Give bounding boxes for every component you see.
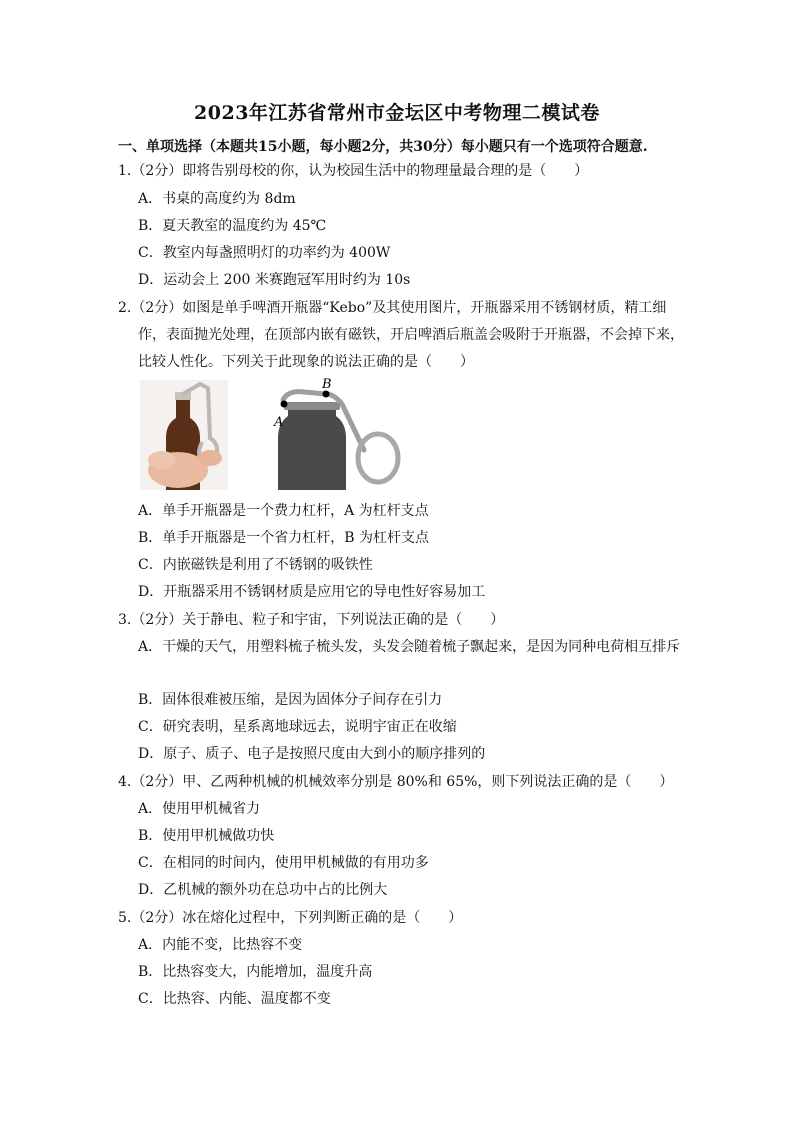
question-1-option-d: D．运动会上 200 米赛跑冠军用时约为 10s <box>138 272 411 288</box>
question-4-option-b: B．使用甲机械做功快 <box>138 828 275 844</box>
bottle-opener-figure <box>138 378 438 493</box>
question-2-option-a: A．单手开瓶器是一个费力杠杆，A 为杠杆支点 <box>138 503 429 519</box>
question-2-option-c: C．内嵌磁铁是利用了不锈钢的吸铁性 <box>138 557 373 573</box>
question-2-stem-line-1: 2.（2分）如图是单手啤酒开瓶器“Kebo”及其使用图片，开瓶器采用不锈钢材质，精工细 <box>118 300 667 316</box>
opener-diagram <box>273 378 398 490</box>
question-4-option-d: D．乙机械的额外功在总功中占的比例大 <box>138 882 388 898</box>
question-1-stem: 1.（2分）即将告别母校的你，认为校园生活中的物理量最合理的是（ ） <box>118 163 589 179</box>
question-2-option-d: D．开瓶器采用不锈钢材质是应用它的导电性好容易加工 <box>138 584 486 600</box>
question-5-option-a: A．内能不变，比热容不变 <box>138 937 303 953</box>
question-1-option-c: C．教室内每盏照明灯的功率约为 400W <box>138 245 391 261</box>
question-3-option-d: D．原子、质子、电子是按照尺度由大到小的顺序排列的 <box>138 746 486 762</box>
question-3-option-b: B．固体很难被压缩，是因为固体分子间存在引力 <box>138 692 443 708</box>
question-3-option-a: A．干燥的天气，用塑料梳子梳头发，头发会随着梳子飘起来，是因为同种电荷相互排斥 <box>138 639 681 655</box>
section-header: 一、单项选择（本题共15小题，每小题2分，共30分）每小题只有一个选项符合题意. <box>118 139 648 155</box>
question-3-option-c: C．研究表明，星系离地球远去，说明宇宙正在收缩 <box>138 719 457 735</box>
point-b-label: B <box>322 378 332 392</box>
question-2-option-b: B．单手开瓶器是一个省力杠杆，B 为杠杆支点 <box>138 530 430 546</box>
question-5-option-c: C．比热容、内能、温度都不变 <box>138 991 331 1007</box>
question-2-stem-line-2: 作，表面抛光处理，在顶部内嵌有磁铁，开启啤酒后瓶盖会吸附于开瓶器，不会掉下来， <box>138 327 684 343</box>
page-title: 2023年江苏省常州市金坛区中考物理二模试卷 <box>194 102 600 124</box>
question-5-stem: 5.（2分）冰在熔化过程中，下列判断正确的是（ ） <box>118 910 463 926</box>
question-1-option-a: A．书桌的高度约为 8dm <box>138 191 296 207</box>
question-4-option-a: A．使用甲机械省力 <box>138 801 261 817</box>
question-1-option-b: B．夏天教室的温度约为 45℃ <box>138 218 327 234</box>
point-a-marker <box>281 401 288 408</box>
question-2-stem-line-3: 比较人性化。下列关于此现象的说法正确的是（ ） <box>138 354 474 370</box>
question-5-option-b: B．比热容变大，内能增加，温度升高 <box>138 964 373 980</box>
point-a-label: A <box>274 415 284 430</box>
bottle-opener-illustration <box>138 378 438 493</box>
question-3-stem: 3.（2分）关于静电、粒子和宇宙，下列说法正确的是（ ） <box>118 612 505 628</box>
question-4-stem: 4.（2分）甲、乙两种机械的机械效率分别是 80%和 65%，则下列说法正确的是（ ） <box>118 774 674 790</box>
opener-photo <box>140 380 228 490</box>
question-4-option-c: C．在相同的时间内，使用甲机械做的有用功多 <box>138 855 429 871</box>
